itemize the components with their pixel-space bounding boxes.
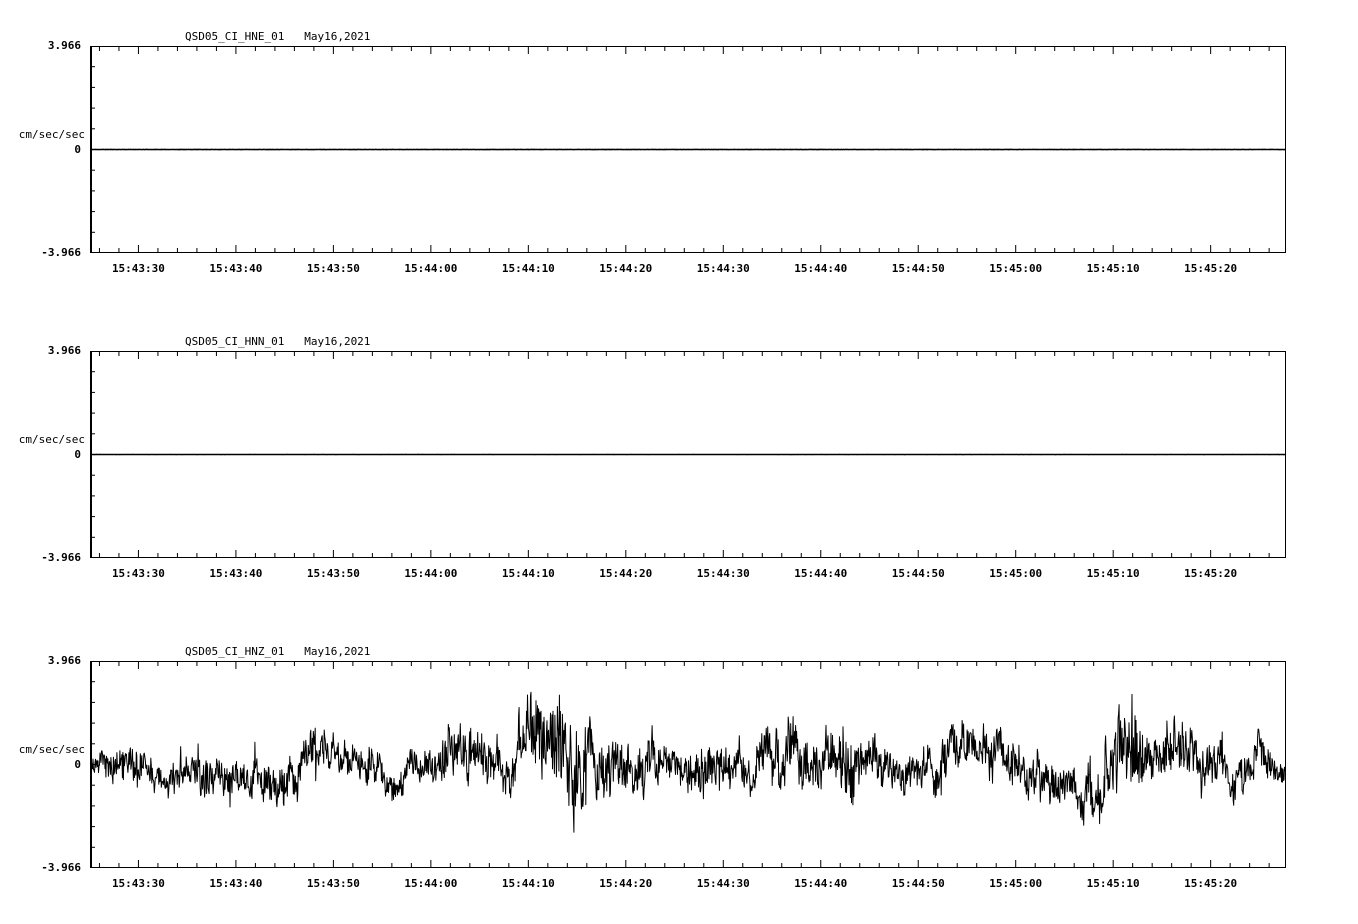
x-tick-label: 15:45:20 xyxy=(1184,877,1238,890)
x-tick-label: 15:45:20 xyxy=(1184,567,1238,580)
x-tick-label: 15:43:30 xyxy=(111,567,165,580)
x-tick-label: 15:45:00 xyxy=(989,262,1043,275)
x-tick-label: 15:44:30 xyxy=(696,877,750,890)
x-tick-label: 15:45:10 xyxy=(1086,877,1140,890)
x-tick-label: 15:44:50 xyxy=(891,262,945,275)
x-tick-label: 15:45:20 xyxy=(1184,262,1238,275)
y-axis-unit-label: cm/sec/sec xyxy=(18,127,85,141)
x-tick-label: 15:44:10 xyxy=(501,877,555,890)
x-tick-label: 15:44:40 xyxy=(794,567,848,580)
x-tick-label: 15:44:10 xyxy=(501,262,555,275)
x-tick-label: 15:44:40 xyxy=(794,262,848,275)
x-tick-label: 15:43:40 xyxy=(209,877,263,890)
trace-layer xyxy=(90,351,1286,558)
y-axis-unit-label: cm/sec/sec xyxy=(18,432,85,446)
waveform-trace xyxy=(90,692,1286,832)
chart-title: QSD05_CI_HNN_01 May16,2021 xyxy=(185,335,371,348)
chart-title: QSD05_CI_HNZ_01 May16,2021 xyxy=(185,645,371,658)
x-tick-label: 15:44:40 xyxy=(794,877,848,890)
trace-layer xyxy=(90,46,1286,253)
x-tick-label: 15:45:00 xyxy=(989,877,1043,890)
y-axis-unit-label: cm/sec/sec xyxy=(18,742,85,756)
x-tick-label: 15:45:10 xyxy=(1086,262,1140,275)
x-tick-label: 15:44:20 xyxy=(599,877,653,890)
x-tick-label: 15:44:00 xyxy=(404,262,458,275)
y-tick-label: 0 xyxy=(74,447,81,461)
y-tick-label: -3.966 xyxy=(41,246,81,259)
x-tick-label: 15:44:00 xyxy=(404,567,458,580)
x-tick-label: 15:43:50 xyxy=(306,567,360,580)
x-tick-label: 15:45:10 xyxy=(1086,567,1140,580)
y-tick-label: 3.966 xyxy=(47,344,81,357)
y-tick-label: 3.966 xyxy=(47,654,81,667)
chart-title: QSD05_CI_HNE_01 May16,2021 xyxy=(185,30,371,43)
x-tick-label: 15:43:50 xyxy=(306,877,360,890)
x-tick-label: 15:43:40 xyxy=(209,567,263,580)
x-tick-label: 15:43:50 xyxy=(306,262,360,275)
x-tick-label: 15:44:50 xyxy=(891,567,945,580)
x-tick-label: 15:44:30 xyxy=(696,567,750,580)
x-tick-label: 15:45:00 xyxy=(989,567,1043,580)
y-tick-label: 0 xyxy=(74,757,81,771)
y-tick-label: -3.966 xyxy=(41,551,81,564)
x-tick-label: 15:43:30 xyxy=(111,877,165,890)
x-tick-label: 15:44:10 xyxy=(501,567,555,580)
x-tick-label: 15:44:20 xyxy=(599,262,653,275)
x-tick-label: 15:43:40 xyxy=(209,262,263,275)
x-tick-label: 15:44:20 xyxy=(599,567,653,580)
x-tick-label: 15:44:30 xyxy=(696,262,750,275)
y-tick-label: -3.966 xyxy=(41,861,81,874)
y-tick-label: 3.966 xyxy=(47,39,81,52)
trace-layer xyxy=(90,661,1286,868)
y-tick-label: 0 xyxy=(74,142,81,156)
x-tick-label: 15:43:30 xyxy=(111,262,165,275)
x-tick-label: 15:44:50 xyxy=(891,877,945,890)
x-tick-label: 15:44:00 xyxy=(404,877,458,890)
